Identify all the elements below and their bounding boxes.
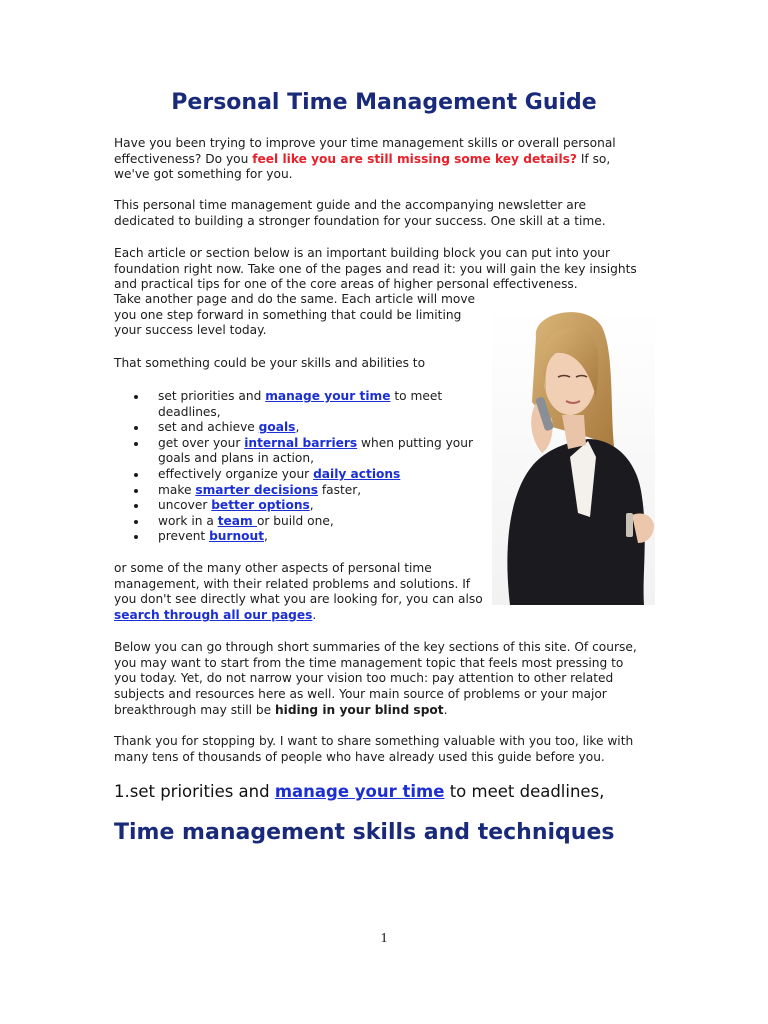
list-item-text: , — [309, 498, 314, 513]
skills-intro-paragraph: That something could be your skills and abilities to — [114, 356, 426, 370]
paragraph-text: or some of the many other aspects of personal time management, with their related problems and solutions. If you don't see directly what you are looking for, you can also — [114, 561, 483, 607]
building-block-paragraph: Each article or section below is an important building block you can put into your foundation right now. Take one of the pages and read it: you will gain the key insights and practical tips for one of the core areas of higher personal effectiveness. — [114, 246, 637, 292]
list-item-text: , — [264, 529, 268, 544]
list-item — [114, 514, 489, 530]
list-item-text: faster, — [318, 482, 362, 497]
internal-barriers-link[interactable]: internal barriers — [244, 435, 358, 450]
smarter-decisions-link[interactable]: smarter decisions — [195, 482, 319, 497]
list-item — [114, 467, 489, 483]
summaries-paragraph — [114, 640, 644, 719]
goals-link[interactable]: goals — [258, 420, 296, 435]
list-item-text: when putting your goals and plans in action, — [158, 435, 473, 466]
next-step-paragraph: Take another page and do the same. Each article will move you one step forward in something that could be limiting your success level today. — [114, 292, 476, 338]
list-item-text: prevent — [158, 529, 210, 544]
blind-spot-text: hiding in your blind spot — [274, 702, 444, 717]
list-item — [114, 436, 489, 467]
page-number: 1 — [380, 931, 388, 946]
heading-text: to meet deadlines, — [444, 782, 605, 801]
search-pages-link[interactable]: search through all our pages — [114, 608, 313, 623]
better-options-link[interactable]: better options — [211, 498, 310, 513]
thank-you-paragraph: Thank you for stopping by. I want to share something valuable with you too, like with many tens of thousands of people who have already used this guide before you. — [114, 734, 634, 764]
list-item-text: or build one, — [256, 513, 334, 528]
daily-actions-link[interactable]: daily actions — [313, 466, 401, 481]
paragraph-text: . — [312, 608, 317, 623]
skills-list — [114, 389, 489, 545]
intro-text-1: Have you been trying to improve your time management skills or overall personal effectiveness? Do you — [114, 136, 616, 166]
list-item — [114, 529, 489, 545]
foundation-paragraph: This personal time management guide and the accompanying newsletter are dedicated to building a stronger foundation for your success. One skill at a time. — [114, 198, 606, 228]
paragraph-text: . — [443, 702, 448, 717]
intro-text-2: If so, we've got something for you. — [114, 151, 611, 182]
list-item-text: to meet deadlines, — [158, 389, 443, 419]
manage-your-time-link[interactable]: manage your time — [265, 389, 391, 403]
section-1-heading — [114, 782, 604, 801]
list-item — [114, 483, 489, 499]
list-item-text: set priorities and — [158, 389, 266, 403]
list-item-text: set and achieve — [158, 420, 259, 435]
page-title: Personal Time Management Guide — [171, 90, 597, 115]
list-item — [114, 420, 489, 436]
section-manage-your-time-link[interactable]: manage your time — [274, 782, 445, 801]
other-aspects-paragraph — [114, 561, 489, 624]
section-heading: Time management skills and techniques — [114, 820, 615, 845]
burnout-link[interactable]: burnout — [209, 529, 265, 544]
team-link[interactable]: team — [217, 513, 257, 528]
list-item-text: get over your — [158, 435, 245, 450]
intro-paragraph — [114, 136, 644, 183]
list-item-text: make — [158, 482, 196, 497]
list-item-text: , — [295, 420, 300, 435]
list-item-text: work in a — [158, 513, 218, 528]
paragraph-text: Below you can go through short summaries of the key sections of this site. Of course, you may want to start from the time management topic that feels most pressing to you today. Yet, do not narrow your vision too much: pay attention to other related subjects and resources here as well. Your main source of problems or your major breakthrough may still be — [114, 640, 637, 717]
intro-highlight: feel like you are still missing some key details? — [252, 151, 577, 166]
list-item-text: uncover — [158, 498, 212, 513]
list-item — [114, 498, 489, 514]
list-item — [114, 389, 489, 420]
list-item-text: effectively organize your — [158, 466, 314, 481]
businesswoman-phone-photo — [492, 307, 655, 605]
heading-text: 1.set priorities and — [114, 782, 275, 801]
